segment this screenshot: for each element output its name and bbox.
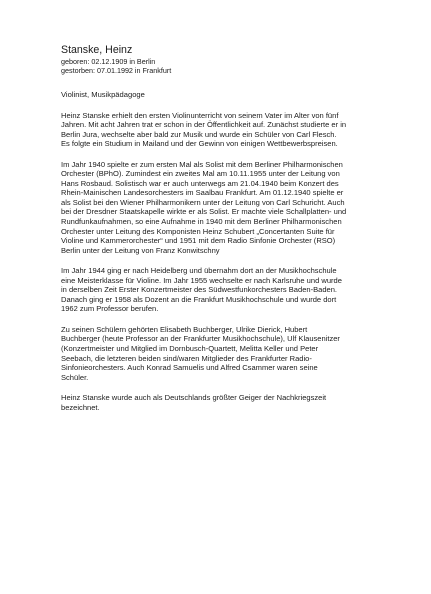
text-line: Im Jahr 1944 ging er nach Heidelberg und übernahm dort an der Musikhochschule: [61, 266, 337, 276]
text-line: Berlin unter der Leitung von Franz Konwitschny: [61, 245, 220, 255]
text-line: als Solist bei den Wiener Philharmonikern unter der Leitung von Carl Schuricht. Auch: [61, 197, 345, 207]
paragraph-teaching-career: [61, 266, 396, 314]
text-line: Heinz Stanske erhielt den ersten Violinunterricht von seinem Vater im Alter von fünf: [61, 110, 339, 120]
text-line: 1962 zum Professor berufen.: [61, 304, 159, 314]
text-line: Im Jahr 1940 spielte er zum ersten Mal als Solist mit dem Berliner Philharmonischen: [61, 159, 343, 169]
text-line: Danach ging er 1958 als Dozent an die Frankfurt Musikhochschule und wurde dort: [61, 294, 337, 304]
text-line: Hans Rosbaud. Solistisch war er auch unterwegs am 21.04.1940 beim Konzert des: [61, 178, 339, 188]
text-line: Schüler.: [61, 372, 89, 382]
document-content: [61, 44, 396, 412]
text-line: Seebach, die letzteren beiden sind/waren Mitglieder des Frankfurter Radio-: [61, 353, 312, 363]
paragraph-legacy: [61, 393, 396, 412]
person-name: Stanske, Heinz: [61, 44, 133, 56]
text-line: in derselben Zeit Erster Konzertmeister des Südwestfunkorchesters Baden-Baden.: [61, 285, 338, 295]
life-dates: [61, 57, 396, 75]
text-line: Es folgte ein Studium in Mailand und der Gewinn von einigen Wettbewerbspreisen.: [61, 139, 338, 149]
text-line: Buchberger (heute Professor an der Frankfurter Musikhochschule), Ulf Klausenitzer: [61, 334, 340, 344]
text-line: Berlin Jura, wechselte aber bald zur Musik und wurde ein Schüler von Carl Flesch.: [61, 129, 337, 139]
text-line: Orchester unter Leitung des Komponisten Heinz Schubert „Concertanten Suite für: [61, 226, 335, 236]
text-line: Rundfunkaufnahmen, so eine Aufnahme in 1940 mit dem Berliner Philharmonischen: [61, 216, 342, 226]
text-line: Rhein-Mainischen Landesorchesters im Saalbau Frankfurt. Am 01.12.1940 spielte er: [61, 188, 344, 198]
paragraph-students: [61, 325, 396, 382]
text-line: (Konzertmeister und Mitglied im Dornbusch-Quartett, Melitta Keller und Peter: [61, 343, 319, 353]
text-line: Jahren. Mit acht Jahren trat er schon in der Öffentlichkeit auf. Zunächst studierte er in: [61, 120, 347, 130]
death-date: gestorben: 07.01.1992 in Frankfurt: [61, 66, 172, 75]
text-line: bei der Dresdner Staatskapelle wirkte er als Solist. Er machte viele Schallplatten- und: [61, 207, 347, 217]
profession: Violinist, Musikpädagoge: [61, 90, 145, 99]
text-line: Sinfonieorchesters. Auch Konrad Samuelis und Alfred Csammer waren seine: [61, 363, 318, 373]
text-line: eine Meisterklasse für Violine. Im Jahr 1955 wechselte er nach Karlsruhe und wurde: [61, 275, 342, 285]
text-line: Zu seinen Schülern gehörten Elisabeth Buchberger, Ulrike Dierick, Hubert: [61, 324, 308, 334]
paragraph-early-training: [61, 111, 396, 149]
birth-date: geboren: 02.12.1909 in Berlin: [61, 57, 156, 66]
text-line: Orchester (BPhO). Zumindest ein zweites Mal am 10.11.1955 unter der Leitung von: [61, 169, 340, 179]
text-line: Violine und Kammerorchester“ und 1951 mit dem Radio Sinfonie Orchester (RSO): [61, 236, 336, 246]
text-line: bezeichnet.: [61, 402, 100, 412]
paragraph-solo-career: [61, 160, 396, 255]
text-line: Heinz Stanske wurde auch als Deutschlands größter Geiger der Nachkriegszeit: [61, 393, 327, 403]
